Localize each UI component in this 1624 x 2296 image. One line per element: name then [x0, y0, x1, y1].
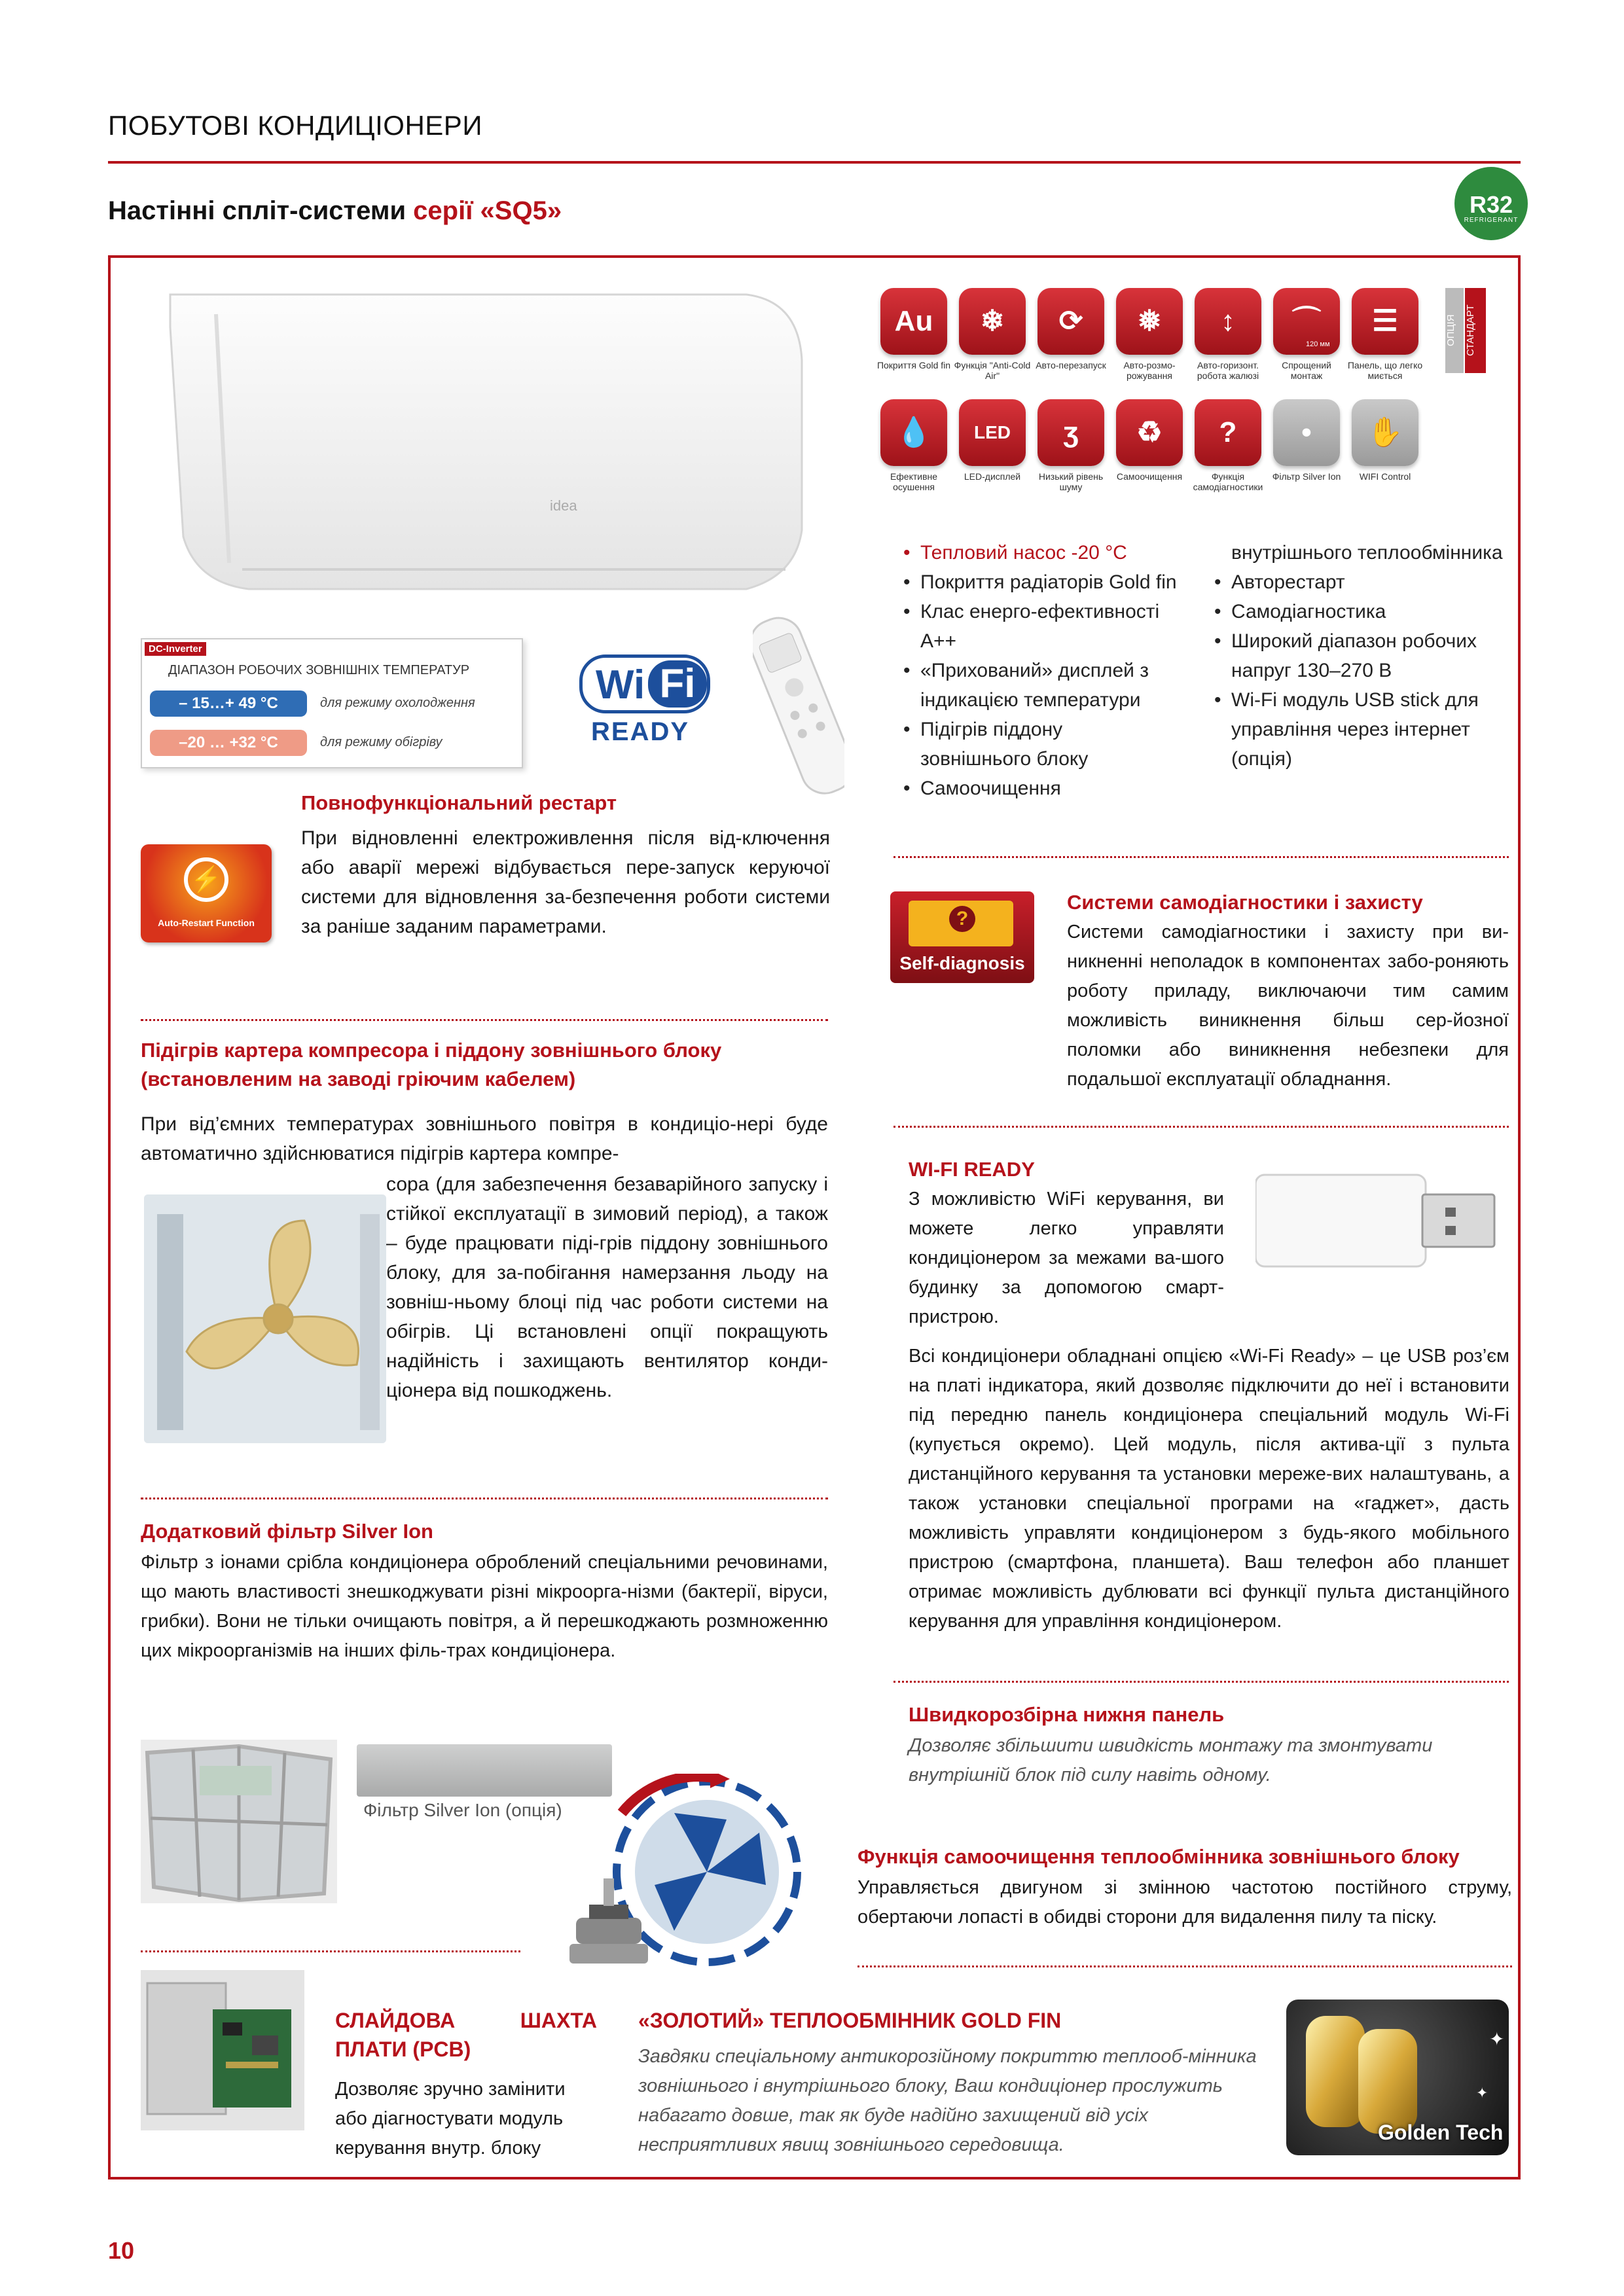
- divider: [141, 1950, 520, 1952]
- feature-icon-item: [1352, 399, 1418, 492]
- feature-icon-item: [954, 288, 1031, 381]
- dc-inverter-badge: DC-Inverter: [145, 642, 206, 656]
- gold-fin-text: Завдяки спеціальному антикорозійному покриттю теплооб-мінника зовнішнього і внутрішнього блоку, Ваш кондиціонер прослужить набагато довше, так як буде надійно захищений від усіх несприятливих явищ зовнішнього середовища.: [638, 2046, 1257, 2155]
- silver-ion-caption: Фільтр Silver Ion (опція): [363, 1800, 562, 1820]
- feature-icon-item: [1347, 288, 1423, 381]
- feature-icon-item: [959, 399, 1026, 492]
- feature-bullet: • Самодіагностика: [1214, 597, 1515, 626]
- self-clean-text: Управляється двигуном зі змінною частотою постійного струму, обертаючи лопасті в обидві сторони для видалення пилу та піску.: [857, 1877, 1512, 1928]
- divider: [893, 1681, 1509, 1683]
- feature-icon-item: [1195, 288, 1261, 381]
- feature-icon-sublabel: 120 мм: [1306, 340, 1330, 348]
- pcb-heading: СЛАЙДОВА ШАХТА ПЛАТИ (PCB): [335, 2009, 597, 2061]
- golden-tech-badge: ✦ ✦ Golden Tech: [1286, 2000, 1509, 2155]
- divider: [141, 1019, 828, 1021]
- feature-icon: ↕: [1195, 288, 1261, 355]
- feature-icon-label: Фільтр Silver Ion: [1272, 471, 1341, 482]
- feature-icon-item: [880, 399, 947, 492]
- option-tag: ОПЦІЯ: [1445, 288, 1464, 373]
- divider: [893, 1126, 1509, 1128]
- self-clean-heading: Функція самоочищення теплообмінника зовнішнього блоку: [857, 1845, 1460, 1868]
- feature-icon-item: [1038, 288, 1104, 381]
- wifi-text: Всі кондиціонери обладнані опцією «Wi-Fi Ready» – це USB роз’єм на платі індикатора, який дозволяє підключити до неї і встановити під передню панель кондиціонера спеціальний модуль Wi-Fi (купується окремо). Цей модуль, після актива-ції з пульта дистанційного керування та установки мереже-вих налаштувань, а також установки спеціальної програми на «гаджет», дасть можливість управляти кондиціонером з будь-якого мобільного пристрою (смартфона, планшета). Ваш телефон або планшет отримає можливість дублювати всі функції пульта дистанційного керування для управління кондиціонером.: [909, 1346, 1509, 1632]
- heater-intro: При від’ємних температурах зовнішнього повітря в кондиціо-нері буде автоматично здійснюватися підігрів картера компре-: [141, 1113, 828, 1164]
- feature-icon: ⌒: [1273, 288, 1340, 355]
- feature-bullet: • Самоочищення: [903, 774, 1178, 803]
- feature-icon-item: [1195, 399, 1261, 492]
- feature-icon: LED: [959, 399, 1026, 466]
- silver-ion-heading: Додатковий фільтр Silver Ion: [141, 1520, 433, 1543]
- indoor-unit-image: [157, 288, 805, 596]
- feature-bullet: • Покриття радіаторів Gold fin: [903, 567, 1178, 597]
- feature-icon: 💧: [880, 399, 947, 466]
- self-diagnosis-heading: Системи самодіагностики і захисту: [1067, 891, 1423, 914]
- heater-heading: Підігрів картера компресора і піддону зовнішнього блоку (встановленим на заводі гріючим кабелем): [141, 1039, 722, 1090]
- feature-bullet: • Широкий діапазон робочих напруг 130–270 В: [1214, 626, 1515, 685]
- self-diagnosis-text: Системи самодіагностики і захисту при ви-никненні неполадок в компонентах забо-роняють роботу приладу, виключаючи тим самим можливість виникнення більш сер-йозної поломки або виникнення небезпеки для подальшої експлуатації обладнання.: [1067, 922, 1509, 1090]
- pcb-text: Дозволяє зручно замінити або діагностувати модуль керування внутр. блоку: [335, 2079, 566, 2159]
- features-list-2: [1214, 538, 1515, 774]
- feature-icon-item: [1273, 399, 1340, 492]
- feature-icon: ⟳: [1038, 288, 1104, 355]
- auto-restart-icon: ⚡ Auto-Restart Function: [141, 844, 272, 942]
- feature-icon-item: [1116, 288, 1183, 381]
- feature-icon-item: [1038, 399, 1104, 492]
- section-title: ПОБУТОВІ КОНДИЦІОНЕРИ: [108, 110, 483, 141]
- header-divider: [108, 161, 1521, 164]
- svg-text:✦: ✦: [1489, 2028, 1505, 2050]
- feature-icon-label: Авто-розмо-рожування: [1123, 360, 1176, 381]
- divider: [857, 1965, 1512, 1967]
- divider: [141, 1498, 828, 1499]
- self-diagnosis-icon: ? Self-diagnosis: [890, 891, 1034, 983]
- feature-icon: Au: [880, 288, 947, 355]
- heater-text: сора (для забезпечення безаварійного запуску і стійкої експлуатації в зимовий період), а також – буде працювати піді-грів піддону зовнішнього блоку, для за-побігання намерзання льоду на зовніш-ньому блоці під час роботи системи на обігрів. Ці встановлені опції покращують надійність і захищають вентилятор конди-ціонера від пошкоджень.: [386, 1174, 828, 1401]
- feature-icon-label: WIFI Control: [1359, 471, 1411, 482]
- temp-range-box: [141, 638, 523, 768]
- feature-icon-label: LED-дисплей: [964, 471, 1021, 482]
- restart-heading: Повнофункціональний рестарт: [301, 791, 617, 814]
- usb-wifi-module-image: [1255, 1168, 1498, 1273]
- feature-bullet: • Клас енерго-ефективності А++: [903, 597, 1178, 656]
- feature-icon: ✋: [1352, 399, 1418, 466]
- heating-range: –20 … +32 °C: [150, 730, 307, 756]
- feature-icon-label: Авто-перезапуск: [1036, 360, 1106, 370]
- page-number: 10: [108, 2237, 135, 2264]
- wifi-heading: WI-FI READY: [909, 1158, 1035, 1181]
- svg-text:✦: ✦: [1476, 2085, 1489, 2102]
- feature-icon: ❅: [1116, 288, 1183, 355]
- feature-icon-label: Авто-горизонт. робота жалюзі: [1197, 360, 1259, 381]
- feature-icon: ʒ: [1038, 399, 1104, 466]
- remote-control-image: [753, 609, 844, 805]
- features-list-1: [903, 538, 1178, 803]
- feature-icon-item: [1116, 399, 1183, 492]
- restart-text: При відновленні електроживлення після від-ключення або аварії мережі відбувається пере-запуск керуючої системи для відновлення за-безпечення роботи системи за раніше заданим параметрами.: [301, 827, 830, 937]
- feature-icon-label: Спрощений монтаж: [1282, 360, 1331, 381]
- pcb-image: [141, 1970, 304, 2130]
- panel-text: Дозволяє збільшити швидкість монтажу та змонтувати внутрішній блок під силу навіть одному.: [909, 1735, 1433, 1785]
- feature-icon: ☰: [1352, 288, 1418, 355]
- svg-text:idea: idea: [550, 497, 577, 514]
- standard-tag: СТАНДАРТ: [1465, 288, 1486, 373]
- feature-icon-item: [1273, 288, 1340, 381]
- feature-icon: •: [1273, 399, 1340, 466]
- silver-ion-text: Фільтр з іонами срібла кондиціонера оброблений спеціальними речовинами, що мають властивості знешкоджувати різні мікроорга-нізми (бактерії, віруси, грибки). Вони не тільки очищають повітря, а й перешкоджають розмноженню цих мікроорганізмів на інших філь-трах кондиціонера.: [141, 1552, 828, 1661]
- feature-icons: [876, 288, 1443, 511]
- fan-motor-rotation-image: [543, 1774, 818, 1990]
- feature-icon-label: Функція самодіагностики: [1193, 471, 1263, 492]
- wifi-ready-logo: Wi Fi READY: [579, 655, 710, 753]
- feature-icon: ?: [1195, 399, 1261, 466]
- cooling-range: – 15…+ 49 °C: [150, 691, 307, 717]
- feature-bullet: • Тепловий насос -20 °C: [903, 538, 1178, 567]
- feature-icon-label: Самоочищення: [1116, 471, 1183, 482]
- feature-bullet: • «Прихований» дисплей з індикацією температури: [903, 656, 1178, 715]
- feature-bullet: • Авторестарт: [1214, 567, 1515, 597]
- feature-icon-item: [876, 288, 951, 381]
- panel-heading: Швидкорозбірна нижня панель: [909, 1703, 1225, 1726]
- temp-range-title: ДІАПАЗОН РОБОЧИХ ЗОВНІШНІХ ТЕМПЕРАТУР: [168, 663, 470, 677]
- feature-icon-label: Низький рівень шуму: [1038, 471, 1104, 492]
- gold-fin-heading: «ЗОЛОТИЙ» ТЕПЛООБМІННИК GOLD FIN: [638, 2009, 1062, 2032]
- feature-icon: ❄: [959, 288, 1026, 355]
- wifi-intro: З можливістю WiFi керування, ви можете легко управляти кондиціонером за межами ва-шого будинку за допомогою смарт-пристрою.: [909, 1189, 1224, 1327]
- r32-refrigerant-badge: R32 REFRIGERANT: [1454, 167, 1528, 240]
- cooling-label: для режиму охолодження: [320, 696, 475, 710]
- heating-label: для режиму обігріву: [320, 735, 442, 749]
- feature-icon-label: Ефективне осушення: [890, 471, 938, 492]
- feature-icon: ♻: [1116, 399, 1183, 466]
- feature-icon-label: Функція "Anti-Cold Air": [954, 360, 1031, 381]
- feature-bullet: • Підігрів піддону зовнішнього блоку: [903, 715, 1178, 774]
- filter-image: [141, 1740, 337, 1903]
- feature-icon-label: Покриття Gold fin: [876, 360, 951, 370]
- outdoor-unit-fan-image: [144, 1194, 386, 1443]
- divider: [893, 856, 1509, 858]
- page-title: Настінні спліт-системи серії «SQ5»: [108, 196, 562, 225]
- features-list-2-continuation: внутрішнього теплообмінника: [1231, 542, 1503, 564]
- feature-bullet: • Wi-Fi модуль USB stick для управління через інтернет (опція): [1214, 685, 1515, 774]
- feature-icon-label: Панель, що легко миється: [1347, 360, 1423, 381]
